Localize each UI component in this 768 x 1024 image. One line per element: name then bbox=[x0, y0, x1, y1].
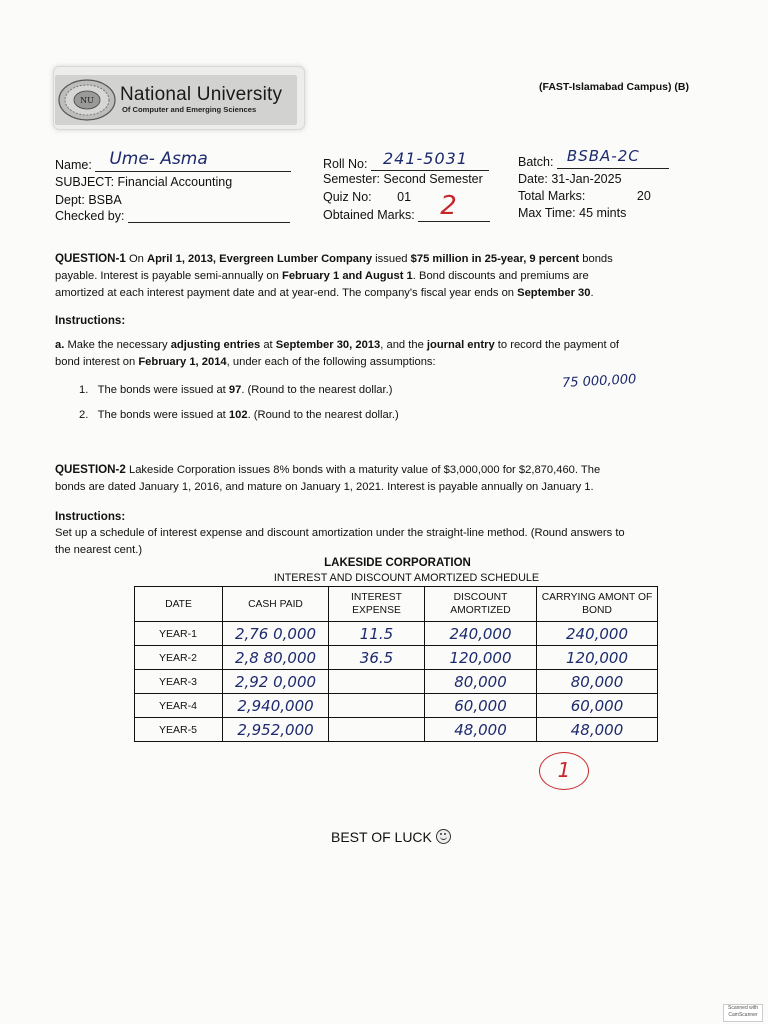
table-row bbox=[135, 622, 658, 646]
header-date: DATE bbox=[135, 587, 223, 622]
table-header-row bbox=[135, 587, 658, 622]
item-text: . (Round to the nearest dollar.) bbox=[241, 384, 393, 396]
checked-by-field bbox=[55, 209, 290, 223]
obtained-label: Obtained Marks: bbox=[323, 208, 415, 222]
item-bold: 97 bbox=[228, 384, 242, 396]
roll-line bbox=[371, 149, 489, 171]
roll-label: Roll No: bbox=[323, 157, 368, 171]
semester: Semester: Second Semester bbox=[323, 172, 483, 186]
svg-text:NU: NU bbox=[80, 96, 94, 105]
best-of-luck-text: BEST OF LUCK bbox=[331, 829, 432, 845]
smiley-icon bbox=[436, 829, 451, 844]
part-a-bold: journal entry bbox=[426, 339, 495, 351]
row-cash-paid: 2,952,000 bbox=[223, 718, 329, 742]
row-date: YEAR-1 bbox=[135, 622, 223, 646]
table-subtitle: INTEREST AND DISCOUNT AMORTIZED SCHEDULE bbox=[273, 572, 540, 584]
row-carrying-amount: 120,000 bbox=[537, 646, 658, 670]
table-row bbox=[135, 646, 658, 670]
header-label: DISCOUNT AMORTIZED bbox=[450, 592, 511, 616]
total-marks-label: Total Marks: bbox=[518, 189, 586, 203]
part-a-text: Make the necessary bbox=[64, 339, 171, 351]
obtained-line bbox=[418, 191, 490, 222]
row-cash-paid: 2,940,000 bbox=[223, 694, 329, 718]
part-a-bold: September 30, 2013 bbox=[275, 339, 381, 351]
item-text: The bonds were issued at bbox=[97, 384, 229, 396]
campus-label: (FAST-Islamabad Campus) (B) bbox=[539, 81, 689, 93]
row-discount-amortized: 48,000 bbox=[425, 718, 537, 742]
batch-field bbox=[518, 147, 669, 169]
university-subtitle: Of Computer and Emerging Sciences bbox=[122, 105, 257, 114]
batch-line bbox=[557, 147, 669, 169]
q1-item-1 bbox=[79, 382, 392, 399]
row-interest-expense: 36.5 bbox=[329, 646, 425, 670]
q1-line-3 bbox=[55, 285, 745, 302]
max-time: Max Time: 45 mints bbox=[518, 206, 627, 220]
q1-text: . bbox=[590, 287, 594, 299]
header-cash-paid: CASH PAID bbox=[223, 587, 329, 622]
row-cash-paid: 2,76 0,000 bbox=[223, 622, 329, 646]
q2-heading: QUESTION-2 bbox=[55, 463, 126, 476]
item-text: The bonds were issued at bbox=[97, 409, 229, 421]
name-line bbox=[95, 149, 291, 172]
best-of-luck bbox=[331, 829, 451, 845]
q1-text: issued bbox=[372, 253, 411, 265]
handwritten-note: 75 000,000 bbox=[561, 372, 637, 391]
row-discount-amortized: 240,000 bbox=[425, 622, 537, 646]
total-marks-value: 20 bbox=[636, 189, 651, 203]
obtained-value: 2 bbox=[440, 191, 457, 221]
q1-text: amortized at each interest payment date and at year-end. The company's fiscal year ends on bbox=[55, 287, 518, 299]
header-label: CARRYING AMONT OF BOND bbox=[541, 592, 653, 616]
q2-instruction-line: Set up a schedule of interest expense and discount amortization under the straight-line method. (Round answers to bbox=[55, 527, 625, 539]
q1-part-a bbox=[55, 337, 745, 371]
row-date: YEAR-3 bbox=[135, 670, 223, 694]
q2-paragraph bbox=[55, 461, 745, 496]
q2-text: Lakeside Corporation issues 8% bonds with a maturity value of $3,000,000 for $2,870,460. The bbox=[125, 464, 601, 476]
row-discount-amortized: 80,000 bbox=[425, 670, 537, 694]
q1-text: . Bond discounts and premiums are bbox=[412, 270, 589, 282]
item-number: 2. bbox=[79, 409, 89, 421]
row-date: YEAR-5 bbox=[135, 718, 223, 742]
table-title: LAKESIDE CORPORATION bbox=[324, 557, 471, 569]
q1-bond-terms: $75 million in 25-year, 9 percent bbox=[410, 253, 580, 265]
row-interest-expense bbox=[329, 718, 425, 742]
header-discount-amortized bbox=[425, 587, 537, 622]
name-label: Name: bbox=[55, 158, 92, 172]
q1-heading: QUESTION-1 bbox=[55, 252, 126, 265]
camscanner-badge bbox=[723, 1004, 763, 1022]
q1-line-2 bbox=[55, 268, 745, 285]
row-carrying-amount: 240,000 bbox=[537, 622, 658, 646]
q1-instructions-label: Instructions: bbox=[55, 314, 126, 327]
q2-instructions bbox=[55, 525, 755, 559]
table-row bbox=[135, 694, 658, 718]
row-interest-expense: 11.5 bbox=[329, 622, 425, 646]
row-carrying-amount: 48,000 bbox=[537, 718, 658, 742]
part-a-bold: February 1, 2014 bbox=[138, 356, 227, 368]
item-bold: 102 bbox=[228, 409, 248, 421]
q1-text: On bbox=[125, 253, 147, 265]
q1-company: April 1, 2013, Evergreen Lumber Company bbox=[147, 253, 373, 265]
part-a-text: to record the payment of bbox=[494, 339, 620, 351]
row-discount-amortized: 60,000 bbox=[425, 694, 537, 718]
roll-field bbox=[323, 149, 489, 171]
batch-label: Batch: bbox=[518, 155, 554, 169]
item-number: 1. bbox=[79, 384, 89, 396]
q1-interest-dates: February 1 and August 1 bbox=[282, 270, 413, 282]
q1-line-1 bbox=[55, 250, 745, 268]
quiz-label: Quiz No: bbox=[323, 190, 372, 204]
name-field bbox=[55, 149, 291, 172]
part-a-text: , and the bbox=[380, 339, 427, 351]
amortization-table bbox=[134, 586, 658, 742]
q1-paragraph bbox=[55, 250, 745, 302]
batch-value: BSBA-2C bbox=[566, 147, 640, 165]
header-carrying-amount bbox=[537, 587, 658, 622]
row-carrying-amount: 80,000 bbox=[537, 670, 658, 694]
q2-instruction-line: the nearest cent.) bbox=[55, 544, 143, 556]
row-date: YEAR-2 bbox=[135, 646, 223, 670]
checked-by-line bbox=[128, 209, 290, 223]
part-a-text: bond interest on bbox=[55, 356, 139, 368]
q1-text: bonds bbox=[579, 253, 613, 265]
q2-instructions-label: Instructions: bbox=[55, 510, 126, 523]
part-a-text: at bbox=[260, 339, 276, 351]
q1-item-2 bbox=[79, 407, 399, 424]
row-cash-paid: 2,8 80,000 bbox=[223, 646, 329, 670]
score-circle bbox=[539, 752, 589, 790]
date: Date: 31-Jan-2025 bbox=[518, 172, 622, 186]
row-cash-paid: 2,92 0,000 bbox=[223, 670, 329, 694]
subject: SUBJECT: Financial Accounting bbox=[55, 175, 233, 189]
camscanner-text: Scanned with CamScanner bbox=[727, 1005, 759, 1018]
part-a-bold: adjusting entries bbox=[170, 339, 261, 351]
row-interest-expense bbox=[329, 694, 425, 718]
part-a-text: , under each of the following assumptions: bbox=[226, 356, 436, 368]
quiz-value: 01 bbox=[397, 190, 412, 204]
quiz-field bbox=[323, 190, 411, 204]
name-value: Ume- Asma bbox=[109, 149, 208, 169]
table-row bbox=[135, 718, 658, 742]
row-discount-amortized: 120,000 bbox=[425, 646, 537, 670]
row-carrying-amount: 60,000 bbox=[537, 694, 658, 718]
dept: Dept: BSBA bbox=[55, 193, 122, 207]
header-label: INTEREST EXPENSE bbox=[351, 592, 402, 616]
score-value: 1 bbox=[557, 758, 571, 782]
item-text: . (Round to the nearest dollar.) bbox=[247, 409, 399, 421]
checked-by-label: Checked by: bbox=[55, 209, 125, 223]
table-row bbox=[135, 670, 658, 694]
q2-text: bonds are dated January 1, 2016, and mature on January 1, 2021. Interest is payable annually on January 1. bbox=[55, 481, 594, 493]
header-interest-expense bbox=[329, 587, 425, 622]
university-name: National University bbox=[120, 84, 283, 105]
part-a-label: a. bbox=[55, 339, 65, 351]
row-date: YEAR-4 bbox=[135, 694, 223, 718]
row-interest-expense bbox=[329, 670, 425, 694]
q1-text: payable. Interest is payable semi-annually on bbox=[55, 270, 282, 282]
total-marks-field bbox=[518, 189, 651, 203]
q1-fiscal-end: September 30 bbox=[517, 287, 591, 299]
university-seal-icon bbox=[56, 78, 118, 122]
roll-value: 241-5031 bbox=[382, 149, 468, 168]
